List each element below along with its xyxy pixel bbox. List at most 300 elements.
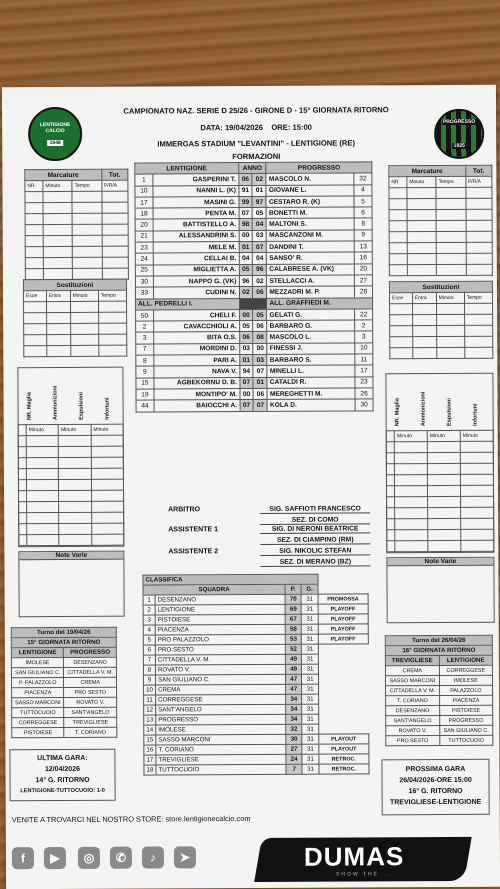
home-year: 07 — [240, 400, 254, 411]
blank-cell — [395, 519, 428, 530]
standing-games: 31 — [301, 604, 317, 614]
blank-cell — [70, 301, 98, 312]
away-player: MINELLI L. — [267, 365, 355, 377]
blank-cell — [407, 232, 436, 243]
fixture-home: PIACENZA — [12, 687, 65, 697]
blank-cell — [59, 523, 91, 534]
fixture-away: PISTOIESE — [439, 705, 492, 715]
blank-cell — [428, 496, 461, 507]
prossima-round: 16° G. RITORNO — [408, 787, 463, 796]
tot-label: Tot. — [465, 165, 492, 176]
turno-right-table — [385, 635, 494, 747]
logo-year: 1948 — [49, 139, 61, 147]
blank-cell — [466, 220, 493, 231]
fixture-away: PALAZZOLO — [439, 685, 492, 695]
blank-cell — [98, 323, 126, 334]
standing-team: TREVIGLIESE — [156, 754, 286, 765]
fixture-away: CORREGGESE — [439, 665, 492, 675]
blank-cell — [407, 188, 436, 199]
blank-cell — [395, 541, 428, 552]
standing-note: PLAYOFF — [318, 634, 368, 644]
official-section: SEZ. DI MERANO (BZ) — [260, 558, 370, 567]
standing-position: 17 — [144, 755, 156, 765]
standing-position: 11 — [144, 695, 156, 705]
standing-games: 31 — [302, 704, 318, 714]
away-number: 27 — [354, 275, 372, 286]
blank-cell — [436, 242, 465, 253]
blank-cell — [395, 530, 428, 541]
standing-points: 32 — [286, 724, 302, 734]
blank-cell — [427, 441, 460, 452]
right-sostituzioni-table — [389, 281, 493, 360]
turno-title: Turno del 19/04/26 — [11, 627, 116, 638]
standing-position: 3 — [143, 615, 155, 625]
prossima-match: TREVIGLIESE-LENTIGIONE — [389, 798, 482, 807]
home-number: 3 — [136, 332, 154, 343]
standing-points: 67 — [285, 614, 301, 624]
blank-cell — [43, 213, 72, 224]
store-line: VENITE A TROVARCI NEL NOSTRO STORE: store.lentigionecalcio.com — [11, 814, 251, 825]
standing-games: 31 — [302, 614, 318, 624]
blank-cell — [26, 469, 58, 480]
blank-cell — [428, 507, 461, 518]
blank-row — [389, 264, 492, 276]
standing-games: 31 — [302, 684, 318, 694]
standing-points: 53 — [285, 634, 301, 644]
minuto-label: Minuto — [91, 424, 123, 435]
standing-note: RETROC. — [319, 764, 369, 774]
away-number: 3 — [355, 331, 373, 342]
blank-cell — [102, 246, 129, 257]
blank-cell — [389, 188, 407, 199]
blank-cell — [43, 246, 72, 257]
standing-note — [318, 724, 368, 734]
right-marcature-table — [388, 165, 493, 277]
blank-cell — [386, 453, 394, 464]
standing-team: T. CORIANO — [156, 744, 286, 755]
turno-subtitle: 15° GIORNATA RITORNO — [11, 637, 116, 648]
blank-cell — [407, 210, 436, 221]
home-year: 03 — [239, 343, 253, 354]
minuto-label: Minuto — [394, 431, 427, 442]
blank-cell — [461, 485, 494, 496]
esce-label: Esce — [23, 291, 46, 302]
standing-position: 6 — [143, 645, 155, 655]
blank-cell — [389, 221, 407, 232]
standing-points: 70 — [285, 594, 301, 604]
blank-cell — [465, 187, 492, 198]
blank-row — [18, 479, 123, 491]
blank-cell — [387, 508, 395, 519]
blank-cell — [91, 457, 123, 468]
fixture-away: TUTTOCUOIO — [439, 735, 492, 745]
blank-cell — [70, 345, 98, 356]
blank-row — [25, 191, 128, 203]
home-player: CHELI F. — [153, 309, 239, 321]
blank-cell — [390, 326, 413, 337]
right-note-varie — [386, 557, 494, 624]
blank-cell — [390, 348, 413, 359]
fixture-home: SAN GIULIANO C. — [11, 667, 64, 677]
blank-cell — [436, 220, 465, 231]
blank-cell — [102, 224, 129, 235]
prossima-label: PROSSIMA GARA — [405, 765, 466, 774]
fixture-away: PRO SESTO — [64, 687, 117, 697]
home-player: CELLAI B. — [153, 253, 239, 265]
turno-home-header: TREVIGLIESE — [385, 656, 439, 666]
blank-cell — [412, 326, 436, 337]
blank-cell — [460, 463, 493, 474]
standing-position: 18 — [144, 765, 156, 775]
esce-label: Esce — [389, 293, 412, 304]
home-number: 18 — [135, 208, 153, 219]
home-year: 00 — [239, 309, 253, 320]
whatsapp-icon[interactable]: ✆ — [110, 847, 132, 869]
youtube-icon[interactable]: ▶ — [44, 847, 66, 869]
home-player: MIGLIETTA A. — [153, 264, 239, 276]
away-year: 08 — [253, 332, 267, 343]
blank-cell — [43, 224, 72, 235]
home-year: 98 — [239, 219, 253, 230]
away-year: 02 — [252, 174, 266, 185]
blank-row — [19, 490, 124, 502]
pra-label: P/R/A — [465, 176, 492, 187]
home-year: 06 — [238, 174, 252, 185]
blank-row — [25, 246, 128, 258]
blank-cell — [412, 304, 436, 315]
away-player: KOLA D. — [267, 399, 355, 411]
blank-row — [24, 312, 127, 324]
fixture-away: CITTADELLA V. M. — [64, 667, 117, 677]
points-header: P. — [285, 584, 301, 594]
blank-cell — [18, 458, 26, 469]
standing-position: 8 — [143, 665, 155, 675]
blank-cell — [436, 198, 465, 209]
home-player: BATTISTELLO A. — [153, 219, 239, 231]
standing-games: 31 — [302, 734, 318, 744]
blank-cell — [46, 345, 70, 356]
home-year: 96 — [239, 275, 253, 286]
blank-cell — [407, 265, 436, 276]
blank-row — [25, 213, 128, 225]
fixture-home: DESENZANO — [386, 706, 440, 716]
blank-cell — [70, 334, 98, 345]
home-player: PARI A. — [154, 355, 240, 367]
standing-games: 31 — [302, 694, 318, 704]
blank-cell — [98, 301, 126, 312]
classifica-title: CLASSIFICA — [143, 574, 318, 585]
blank-row — [18, 435, 123, 447]
stadium: IMMERGAS STADIUM "LEVANTINI" - LENTIGIONE (RE) — [157, 138, 356, 149]
blank-cell — [407, 221, 436, 232]
official-section: SEZ. DI CIAMPINO (RM) — [260, 536, 370, 545]
standing-note: PLAYOUT — [319, 734, 369, 744]
blank-cell — [25, 214, 43, 225]
blank-cell — [43, 268, 72, 279]
blank-row — [19, 501, 124, 513]
blank-cell — [98, 334, 126, 345]
blank-cell — [102, 235, 129, 246]
standing-position: 9 — [143, 675, 155, 685]
nr-label: NR — [25, 181, 43, 192]
blank-row — [25, 257, 128, 269]
fixture-home: PISTOIESE — [12, 727, 65, 737]
blank-row — [18, 457, 123, 469]
left-marcature-table — [24, 169, 129, 281]
section-title: FORMAZIONI — [232, 151, 281, 162]
ultima-date: 12/04/2026 — [44, 765, 81, 774]
tiktok-icon[interactable]: ♪ — [142, 846, 164, 868]
blank-cell — [91, 435, 123, 446]
standing-team: PISTOIESE — [155, 614, 285, 625]
blank-row — [24, 323, 127, 335]
blank-row — [19, 512, 124, 524]
home-year: 06 — [239, 332, 253, 343]
blank-cell — [437, 264, 466, 275]
away-player: MASCOLO L. — [267, 331, 355, 343]
blank-cell — [466, 231, 493, 242]
facebook-icon[interactable]: f — [12, 847, 34, 869]
fixture-away: PROGRESSO — [439, 715, 492, 725]
turno-away-header: PROGRESSO — [64, 647, 117, 657]
away-player: SANSO' R. — [267, 252, 355, 264]
away-year: 03 — [253, 354, 267, 365]
blank-cell — [59, 479, 91, 490]
blank-cell — [428, 474, 461, 485]
blank-cell — [19, 513, 27, 524]
blank-cell — [464, 303, 492, 314]
blank-cell — [25, 269, 43, 280]
away-year: 05 — [253, 309, 267, 320]
home-year: 01 — [239, 355, 253, 366]
standing-note: PLAYOFF — [318, 604, 368, 614]
instagram-icon[interactable]: ◎ — [78, 847, 100, 869]
away-number: 5 — [354, 196, 372, 207]
blank-cell — [460, 441, 493, 452]
blank-cell — [390, 304, 413, 315]
standing-position: 15 — [144, 735, 156, 745]
blank-cell — [99, 345, 127, 356]
blank-cell — [461, 496, 494, 507]
away-number: 10 — [355, 343, 373, 354]
sostituzioni-label: Sostituzioni — [389, 281, 492, 293]
fixture-home: P. PALAZZOLO — [11, 677, 64, 687]
away-number: 8 — [354, 218, 372, 229]
away-year: 05 — [253, 208, 267, 219]
fixture-row — [386, 735, 493, 746]
fixture-row — [386, 715, 493, 726]
away-number: 4 — [354, 184, 372, 195]
away-year: 00 — [253, 343, 267, 354]
right-discipline-table — [385, 373, 494, 554]
standing-games: 31 — [302, 644, 318, 654]
blank-cell — [394, 442, 427, 453]
fixture-home: PRO SESTO — [386, 736, 440, 746]
standing-games: 31 — [302, 744, 318, 754]
standing-position: 13 — [144, 715, 156, 725]
home-player: NAVA V. — [154, 366, 240, 378]
blank-cell — [72, 246, 101, 257]
blank-cell — [25, 192, 43, 203]
fixture-row — [386, 705, 493, 716]
blank-cell — [389, 199, 407, 210]
fixture-home: ROVATO V. — [386, 726, 440, 736]
minuto-label: Minuto — [59, 424, 91, 435]
away-year: 04 — [253, 219, 267, 230]
blank-cell — [428, 463, 461, 474]
official-name: SIG. SAFFIOTI FRANCESCO — [260, 505, 370, 514]
minuto-label: Minuto — [407, 177, 436, 188]
fixture-home: T. CORIANO — [386, 696, 440, 706]
fixture-away: SANT'ANGELO — [64, 707, 117, 717]
blank-row — [389, 220, 492, 232]
blank-cell — [27, 524, 59, 535]
away-number: 28 — [355, 286, 373, 297]
left-note-varie — [18, 551, 124, 618]
marcature-label: Marcature — [25, 169, 102, 180]
blank-row — [386, 441, 493, 453]
note-varie-label: Note Varie — [387, 558, 493, 567]
blank-cell — [91, 490, 123, 501]
away-player: STELLACCI A. — [267, 275, 355, 287]
ultima-result: LENTIGIONE-TUTTOCUOIO: 1-0 — [20, 787, 105, 795]
standing-team: ROVATO V. — [155, 664, 285, 675]
fixture-away: SAN GIULIANO C. — [439, 725, 492, 735]
away-year: 06 — [253, 388, 267, 399]
blank-cell — [91, 501, 123, 512]
blank-cell — [461, 518, 494, 529]
blank-cell — [24, 302, 47, 313]
blank-cell — [395, 475, 428, 486]
away-player: GIOVANE L. — [266, 185, 354, 197]
away-number: 20 — [354, 264, 372, 275]
blank-cell — [466, 242, 493, 253]
standing-points: 49 — [285, 664, 301, 674]
away-year: 96 — [253, 264, 267, 275]
blank-cell — [72, 202, 101, 213]
fixture-home: SASSO MARCONI — [385, 676, 439, 686]
standing-points: 34 — [286, 714, 302, 724]
fixture-home: TUTTOCUOIO — [12, 707, 65, 717]
away-year: 07 — [253, 241, 267, 252]
blank-cell — [464, 314, 492, 325]
blank-row — [387, 507, 494, 519]
blank-cell — [436, 325, 464, 336]
blank-cell — [389, 210, 407, 221]
blank-cell — [395, 497, 428, 508]
blank-cell — [428, 485, 461, 496]
blank-cell — [18, 469, 26, 480]
home-year: 00 — [239, 388, 253, 399]
home-team-header: LENTIGIONE — [135, 163, 239, 175]
blank-cell — [461, 540, 494, 551]
away-player: DANDINI T. — [267, 241, 355, 253]
standing-team: PROGRESSO — [156, 714, 286, 725]
telegram-icon[interactable]: ➤ — [174, 846, 196, 868]
blank-cell — [73, 268, 102, 279]
blank-row — [24, 301, 127, 313]
away-player: BONETTI M. — [266, 207, 354, 219]
blank-row — [389, 187, 492, 199]
standing-points: 49 — [285, 654, 301, 664]
standing-points: 34 — [286, 704, 302, 714]
blank-cell — [25, 203, 43, 214]
blank-cell — [387, 519, 395, 530]
standing-note: RETROC. — [319, 754, 369, 764]
home-year: 91 — [238, 185, 252, 196]
away-number: 17 — [355, 365, 373, 376]
prossima-gara-box — [381, 759, 489, 816]
standing-position: 10 — [144, 685, 156, 695]
ammonizioni-label: Ammonizioni — [420, 391, 427, 427]
blank-cell — [24, 335, 47, 346]
blank-cell — [27, 502, 59, 513]
blank-cell — [395, 486, 428, 497]
blank-cell — [102, 257, 129, 268]
fixture-row — [386, 685, 493, 696]
home-number: 1 — [135, 174, 153, 185]
blank-cell — [59, 512, 91, 523]
blank-cell — [102, 268, 129, 279]
blank-row — [386, 452, 493, 464]
entra-label: Entra — [412, 293, 436, 304]
away-year: 07 — [254, 400, 268, 411]
standing-position: 1 — [143, 595, 155, 605]
official-role: ARBITRO — [168, 506, 201, 514]
blank-cell — [26, 447, 58, 458]
minuto-label: Minuto — [460, 430, 493, 441]
blank-cell — [18, 436, 26, 447]
standing-team: SANT'ANGELO — [156, 704, 286, 715]
away-player: BARBARO G. — [267, 320, 355, 332]
blank-cell — [387, 530, 395, 541]
away-year: 02 — [253, 275, 267, 286]
sponsor-tagline: SHOW THE ... — [336, 871, 393, 878]
standing-games: 31 — [302, 654, 318, 664]
standing-team: PIACENZA — [155, 624, 285, 635]
standing-team: TUTTOCUOIO — [156, 764, 286, 775]
blank-cell — [407, 254, 436, 265]
blank-cell — [24, 313, 47, 324]
away-number: 26 — [355, 388, 373, 399]
blank-cell — [427, 452, 460, 463]
fixture-row — [12, 727, 117, 738]
standing-team: PRO PALAZZOLO — [155, 634, 285, 645]
turno-title: Turno del 26/04/26 — [385, 635, 492, 646]
blank-cell — [428, 529, 461, 540]
minuto-label: Minuto — [70, 290, 98, 301]
away-year: 04 — [253, 253, 267, 264]
blank-cell — [70, 312, 98, 323]
tempo-label: Tempo — [72, 180, 101, 191]
away-year: 06 — [253, 321, 267, 332]
away-year: 01 — [252, 185, 266, 196]
blank-cell — [386, 464, 394, 475]
blank-row — [25, 224, 128, 236]
blank-cell — [389, 232, 407, 243]
home-player: NAPPO G. (VK) — [153, 276, 239, 288]
blank-cell — [386, 442, 394, 453]
blank-cell — [412, 337, 436, 348]
fixture-home: CITTADELLA V. M. — [386, 686, 440, 696]
blank-cell — [18, 447, 26, 458]
nr-maglia-label: NR. Maglia — [394, 398, 401, 427]
away-number: 16 — [354, 252, 372, 263]
standing-note — [318, 684, 368, 694]
logo-year: 1925 — [453, 142, 465, 149]
standing-team: LENTIGIONE — [155, 604, 285, 615]
standing-games: 31 — [302, 664, 318, 674]
